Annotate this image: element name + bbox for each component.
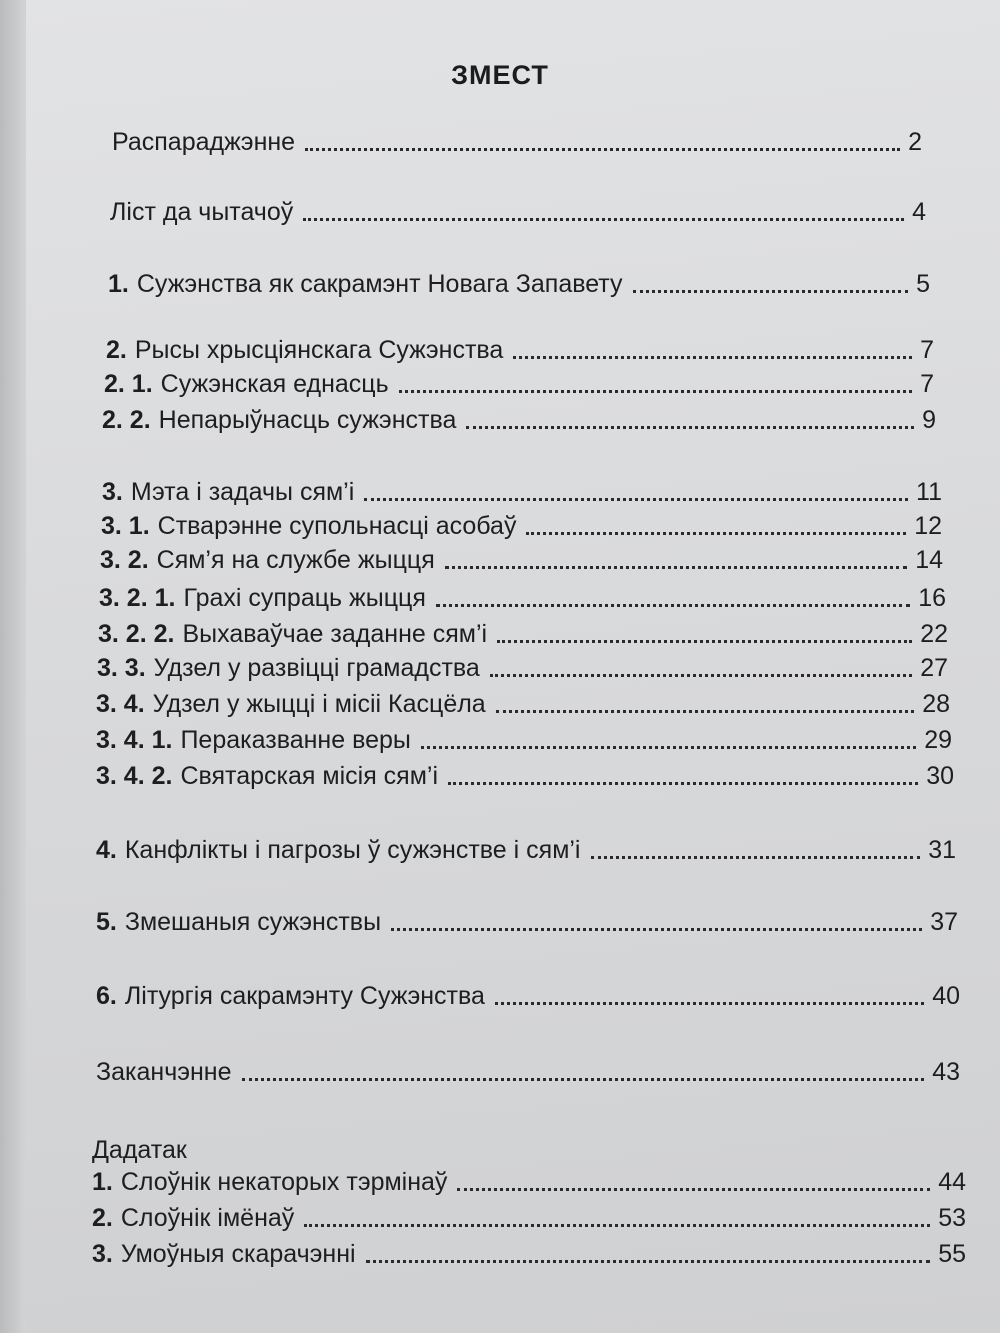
- page-number: 2: [908, 128, 922, 156]
- section-title: Удзел у жыцці і місіі Касцёла: [152, 690, 486, 718]
- toc-entry: [96, 690, 950, 719]
- toc-entry: [112, 128, 922, 157]
- toc-entry: [98, 620, 948, 649]
- page-number: 44: [938, 1168, 966, 1196]
- toc-entry: [102, 406, 936, 435]
- page-number: 9: [922, 406, 936, 434]
- dot-leader: [304, 1224, 930, 1227]
- section-title: Змешаныя сужэнствы: [124, 908, 382, 936]
- page-number: 27: [920, 654, 948, 682]
- dot-leader: [495, 1002, 924, 1005]
- toc-entry: [104, 370, 934, 399]
- toc-entry: [110, 198, 926, 227]
- toc-entry: [96, 1058, 960, 1087]
- dot-leader: [457, 1188, 930, 1191]
- toc-entry: [96, 982, 960, 1011]
- dot-leader: [591, 856, 921, 859]
- toc-entry: [102, 478, 942, 507]
- section-title: Умоўныя скарачэнні: [120, 1240, 356, 1268]
- section-title: Сужэнства як сакрамэнт Новага Запавету: [136, 270, 623, 298]
- page-number: 53: [938, 1204, 966, 1232]
- toc-entry: [96, 908, 958, 937]
- toc-entry: [92, 1204, 966, 1233]
- page-number: 7: [920, 370, 934, 398]
- page-number: 7: [920, 336, 934, 364]
- toc-entry: [99, 584, 946, 613]
- section-title: Мэта і задачы сям’і: [130, 478, 355, 506]
- page-number: 40: [932, 982, 960, 1010]
- page-number: 55: [938, 1240, 966, 1268]
- section-number: 3.: [92, 1240, 113, 1268]
- appendix-heading: Дадатак: [92, 1136, 187, 1164]
- dot-leader: [421, 746, 916, 749]
- toc-entry: [106, 336, 934, 365]
- section-number: 3.: [102, 478, 123, 506]
- section-number: 4.: [96, 836, 117, 864]
- section-number: 3. 3.: [97, 654, 146, 682]
- dot-leader: [391, 928, 922, 931]
- section-title: Сям’я на службе жыцця: [156, 546, 435, 574]
- page-number: 43: [932, 1058, 960, 1086]
- section-number: 5.: [96, 908, 117, 936]
- dot-leader: [303, 218, 904, 221]
- page-number: 5: [916, 270, 930, 298]
- page-number: 12: [914, 512, 942, 540]
- section-number: 6.: [96, 982, 117, 1010]
- page-title: ЗМЕСТ: [451, 60, 549, 90]
- toc-entry: [108, 270, 930, 299]
- section-title: Удзел у развіцці грамадства: [153, 654, 480, 682]
- dot-leader: [364, 498, 908, 501]
- section-title: Канфлікты і пагрозы ў сужэнстве і сям’і: [124, 836, 581, 864]
- dot-leader: [513, 356, 912, 359]
- toc-entry: [92, 1240, 966, 1269]
- toc-entry: [101, 512, 942, 541]
- section-number: 3. 4. 2.: [96, 762, 173, 790]
- dot-leader: [497, 640, 912, 643]
- section-title: Распараджэнне: [112, 128, 296, 156]
- section-title: Літургія сакрамэнту Сужэнства: [124, 982, 485, 1010]
- page-number: 22: [920, 620, 948, 648]
- section-number: 1.: [92, 1168, 113, 1196]
- dot-leader: [466, 426, 914, 429]
- page-number: 16: [918, 584, 946, 612]
- toc-entry: [92, 1168, 966, 1197]
- section-title: Слоўнік імёнаў: [120, 1204, 295, 1232]
- dot-leader: [490, 674, 912, 677]
- section-number: 2.: [106, 336, 127, 364]
- page-number: 11: [916, 478, 942, 506]
- page-number: 30: [926, 762, 954, 790]
- section-number: 3. 2. 2.: [98, 620, 175, 648]
- dot-leader: [445, 566, 907, 569]
- page-number: 4: [912, 198, 926, 226]
- toc-entry: [96, 836, 956, 865]
- toc-entry: [96, 762, 954, 791]
- section-title: Слоўнік некаторых тэрмінаў: [120, 1168, 448, 1196]
- dot-leader: [399, 390, 912, 393]
- section-title: Пераказванне веры: [180, 726, 411, 754]
- page-number: 14: [915, 546, 943, 574]
- dot-leader: [305, 148, 900, 151]
- section-title: Рысы хрысціянскага Сужэнства: [134, 336, 504, 364]
- toc-entry: [97, 654, 948, 683]
- dot-leader: [496, 710, 914, 713]
- section-title: Непарыўнасць сужэнства: [158, 406, 457, 434]
- section-number: 2. 2.: [102, 406, 151, 434]
- section-number: 1.: [108, 270, 129, 298]
- dot-leader: [526, 532, 906, 535]
- section-title: Заканчэнне: [96, 1058, 232, 1086]
- dot-leader: [436, 604, 910, 607]
- dot-leader: [448, 782, 918, 785]
- section-number: 3. 4.: [96, 690, 145, 718]
- toc-entry: [100, 546, 943, 575]
- toc-entry: [96, 726, 952, 755]
- section-title: Стварэнне супольнасці асобаў: [157, 512, 517, 540]
- section-number: 3. 2.: [100, 546, 149, 574]
- section-number: 2. 1.: [104, 370, 153, 398]
- dot-leader: [633, 290, 909, 293]
- dot-leader: [242, 1078, 925, 1081]
- page-number: 37: [930, 908, 958, 936]
- section-title: Святарская місія сям’і: [180, 762, 439, 790]
- section-title: Грахі супраць жыцця: [183, 584, 426, 612]
- page-number: 29: [924, 726, 952, 754]
- section-title: Выхаваўчае заданне сям’і: [182, 620, 488, 648]
- section-number: 2.: [92, 1204, 113, 1232]
- section-title: Ліст да чытачоў: [110, 198, 294, 226]
- section-title: Сужэнская еднасць: [160, 370, 389, 398]
- dot-leader: [366, 1260, 931, 1263]
- section-number: 3. 4. 1.: [96, 726, 173, 754]
- section-number: 3. 1.: [101, 512, 150, 540]
- page-number: 31: [928, 836, 956, 864]
- page-number: 28: [922, 690, 950, 718]
- section-number: 3. 2. 1.: [99, 584, 176, 612]
